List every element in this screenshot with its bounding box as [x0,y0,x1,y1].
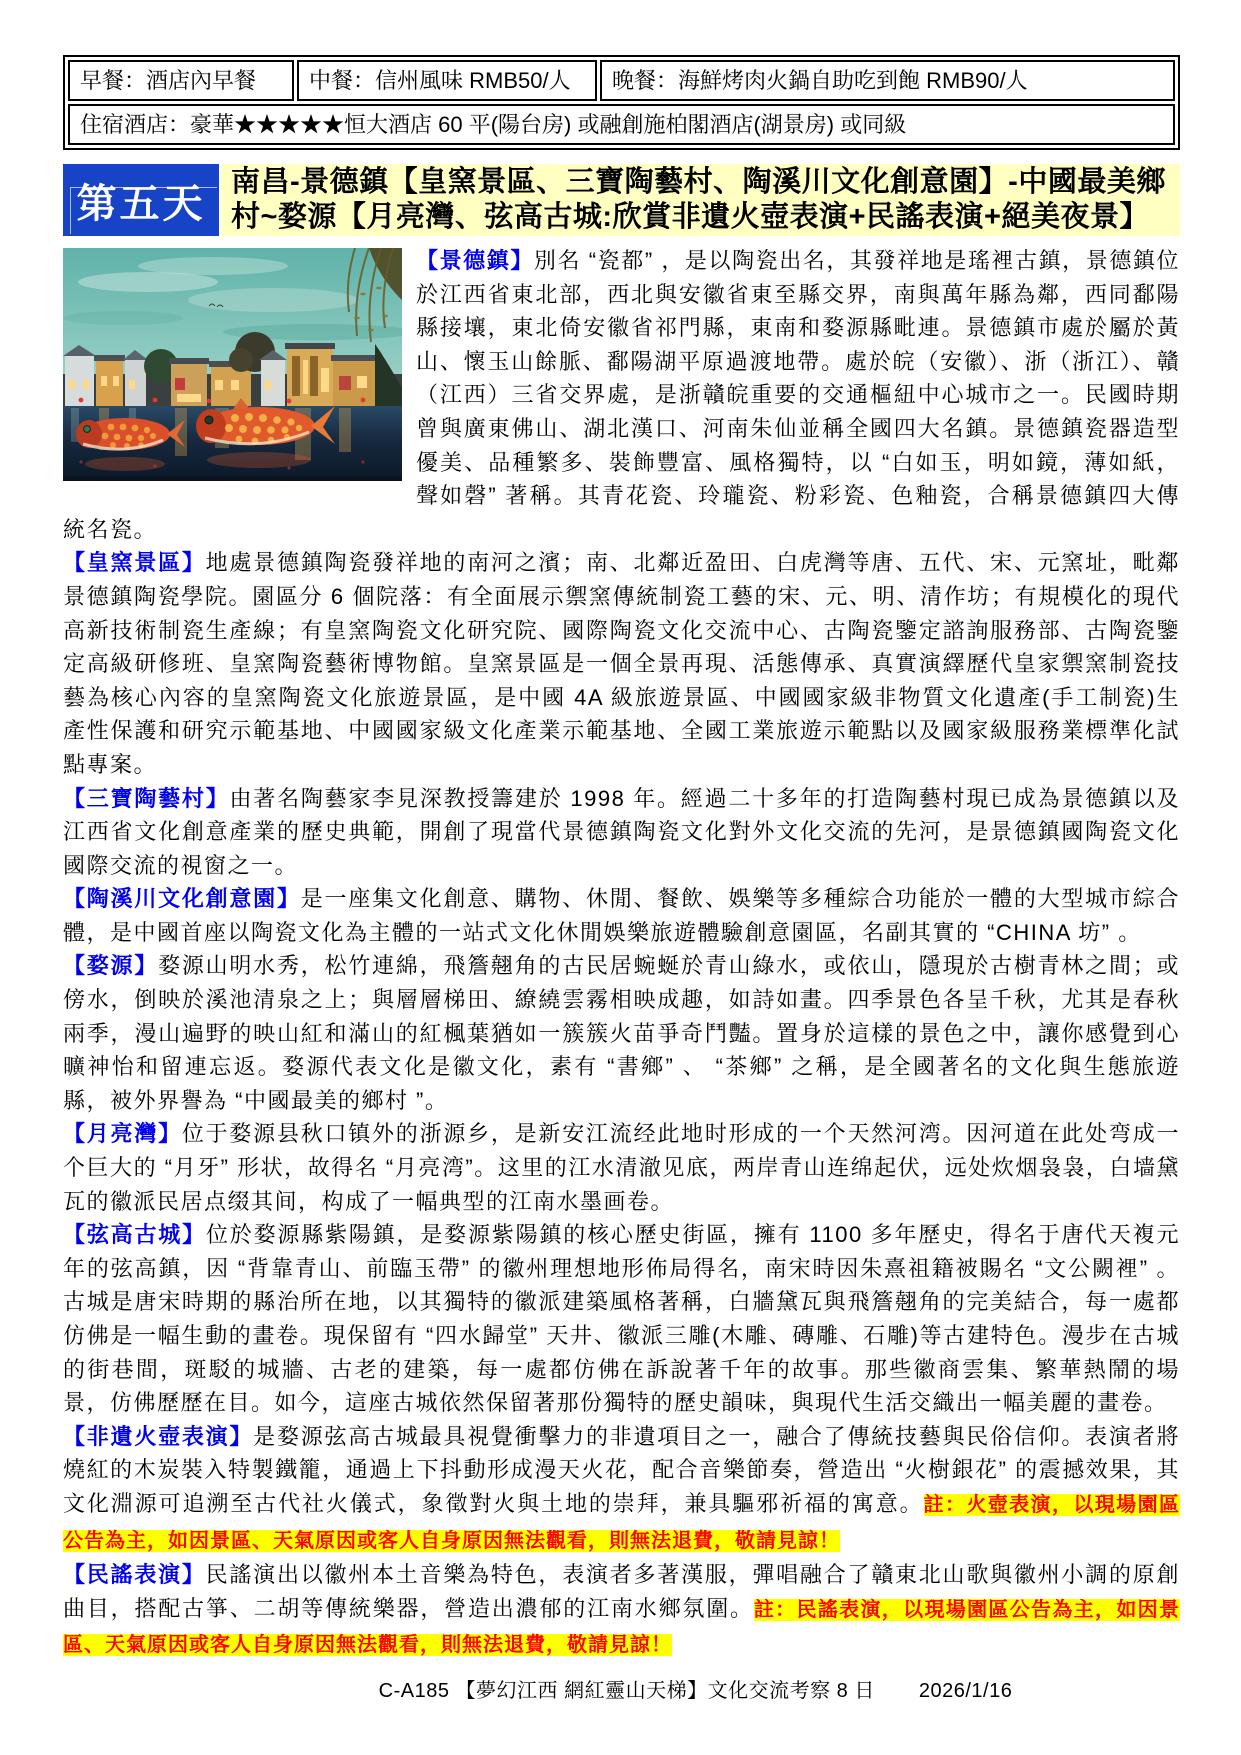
section-label: 【弦高古城】 [63,1222,206,1248]
hotel-cell: 住宿酒店：豪華★★★★★恒大酒店 60 平(陽台房) 或融創施柏閣酒店(湖景房) 或同級 [68,104,1175,145]
section-label: 【三寶陶藝村】 [63,785,230,811]
day-description [63,244,1180,1663]
day-number-label: 第五天 [63,164,219,236]
section-text: 婺源山明水秀，松竹連綿，飛簷翹角的古民居蜿蜒於青山綠水，或依山，隱現於古樹青林之間；或傍水，倒映於溪池清泉之上；與層層梯田、繚繞雲霧相映成趣，如詩如畫。四季景色各呈千秋，尤其是春秋兩季，漫山遍野的映山紅和滿山的紅楓葉猶如一簇簇火苗爭奇鬥豔。置身於這樣的景色之中，讓你感覺到心曠神怡和留連忘返。婺源代表文化是徽文化，素有 “書鄉” 、 “茶鄉” 之稱，是全國著名的文化與生態旅遊縣，被外界譽為 “中國最美的鄉村 ”。 [63,953,1180,1113]
section-text: 民謠演出以徽州本土音樂為特色，表演者多著漢服，彈唱融合了贛東北山歌與徽州小調的原創曲目，搭配古箏、二胡等傳統樂器，營造出濃郁的江南水鄉氛圍。 [63,1562,1180,1621]
day-title [221,164,1180,236]
section-label: 【皇窯景區】 [63,550,206,576]
meal-hotel-table [63,55,1180,150]
section-label: 【民謠表演】 [63,1562,206,1588]
refund-note: 註：民謠表演，以現場園區公告為主，如因景區、天氣原因或客人自身原因無法觀看，則無法退費，敬請見諒！ [63,1598,1180,1657]
paragraph-folk-song-performance [63,1558,1180,1663]
section-text: 由著名陶藝家李見深教授籌建於 1998 年。經過二十多年的打造陶藝村現已成為景德鎮以及江西省文化創意產業的歷史典範，開創了現當代景德鎮陶瓷文化對外文化交流的先河，是景德鎮國陶瓷文化國際交流的視窗之一。 [63,785,1180,878]
section-text: 是一座集文化創意、購物、休閒、餐飲、娛樂等多種綜合功能於一體的大型城市綜合體，是中國首座以陶瓷文化為主體的一站式文化休閒娛樂旅遊體驗創意園區，名副其實的 “CHINA 坊” 。 [63,886,1180,945]
paragraph-wuyuan [63,949,1180,1117]
section-label: 【婺源】 [63,953,159,979]
section-label: 【陶溪川文化創意園】 [63,886,301,912]
paragraph-sanbao-ceramic-village [63,782,1180,883]
day-header [63,164,1180,236]
paragraph-fire-pot-performance [63,1420,1180,1558]
paragraph-xiangao-ancient-town [63,1218,1180,1420]
section-text: 位於婺源縣紫陽鎮，是婺源紫陽鎮的核心歷史街區，擁有 1100 多年歷史，得名于唐代天複元年的弦高鎮，因 “背靠青山、前臨玉帶” 的徽州理想地形佈局得名，南宋時因朱熹祖籍被賜名 “文公闕裡” 。古城是唐宋時期的縣治所在地，以其獨特的徽派建築風格著稱，白牆黛瓦與飛簷翹角的完美結合，每一處都仿佛是一幅生動的畫卷。現保留有 “四水歸堂” 天井、徽派三雕(木雕、磚雕、石雕)等古建特色。漫步在古城的街巷間，斑駁的城牆、古老的建築，每一處都仿佛在訴說著千年的故事。那些徽商雲集、繁華熱鬧的場景，仿佛歷歷在目。如今，這座古城依然保留著那份獨特的歷史韻味，與現代生活交織出一幅美麗的畫卷。 [63,1222,1180,1416]
section-text: 別名 “瓷都” ，是以陶瓷出名，其發祥地是瑤裡古鎮，景德鎮位於江西省東北部，西北與安徽省東至縣交界，南與萬年縣為鄰，西同鄱陽縣接壤，東北倚安徽省祁門縣，東南和婺源縣毗連。景德鎮市處於屬於黃山、懷玉山餘脈、鄱陽湖平原過渡地帶。處於皖（安徽）、浙（浙江）、贛（江西）三省交界處，是浙贛皖重要的交通樞紐中心城市之一。民國時期曾與廣東佛山、湖北漢口、河南朱仙並稱全國四大名鎮。景德鎮瓷器造型優美、品種繁多、裝飾豐富、風格獨特，以 “白如玉，明如鏡，薄如紙，聲如磬” 著稱。其青花瓷、玲瓏瓷、粉彩瓷、色釉瓷，合稱景德鎮四大傳統名瓷。 [63,248,1180,542]
lunch-cell: 中餐：信州風味 RMB50/人 [297,60,597,101]
section-label: 【景德鎮】 [416,248,534,273]
page-footer [0,1674,1241,1703]
section-text: 位于婺源县秋口镇外的浙源乡，是新安江流经此地时形成的一个天然河湾。因河道在此处弯成一个巨大的 “月牙” 形状，故得名 “月亮湾”。这里的江水清澈见底，两岸青山连绵起伏，远处炊烟袅袅，白墙黛瓦的徽派民居点缀其间，构成了一幅典型的江南水墨画卷。 [63,1121,1180,1214]
day-title-text: 南昌-景德鎮【皇窯景區、三寶陶藝村、陶溪川文化創意園】-中國最美鄉村~婺源【月亮灣、弦高古城:欣賞非遺火壺表演+民謠表演+絕美夜景】 [231,166,1166,233]
section-label: 【非遺火壺表演】 [63,1423,254,1449]
meal-row [68,60,1175,101]
section-label: 【月亮灣】 [63,1121,182,1147]
hotel-row [68,104,1175,145]
paragraph-moon-bay [63,1117,1180,1218]
breakfast-cell: 早餐：酒店內早餐 [68,60,294,101]
footer-code-title: C-A185 【夢幻江西 網紅靈山天梯】文化交流考察 8 日 [378,1680,875,1702]
photo-illustration [63,248,402,481]
jingdezhen-night-photo [63,248,402,481]
refund-note: 註：火壺表演，以現場園區公告為主，如因景區、天氣原因或客人自身原因無法觀看，則無法退費，敬請見諒！ [63,1493,1180,1552]
section-text: 是婺源弦高古城最具視覺衝擊力的非遺項目之一，融合了傳統技藝與民俗信仰。表演者將燒紅的木炭裝入特製鐵籠，通過上下抖動形成漫天火花，配合音樂節奏，營造出 “火樹銀花” 的震撼效果，其文化淵源可追溯至古代社火儀式，象徵對火與土地的崇拜，兼具驅邪祈福的寓意。 [63,1423,1180,1516]
paragraph-huangyao-scenic-area [63,546,1180,781]
paragraph-taoxichuan-creative-park [63,882,1180,949]
footer-date: 2026/1/16 [918,1680,1013,1702]
section-text: 地處景德鎮陶瓷發祥地的南河之濱；南、北鄰近盈田、白虎灣等唐、五代、宋、元窯址，毗鄰景德鎮陶瓷學院。園區分 6 個院落：有全面展示禦窯傳統制瓷工藝的宋、元、明、清作坊；有規模化的現代高新技術制瓷生產線；有皇窯陶瓷文化研究院、國際陶瓷文化交流中心、古陶瓷鑒定諮詢服務部、古陶瓷鑒定高級研修班、皇窯陶瓷藝術博物館。皇窯景區是一個全景再現、活態傳承、真實演繹歷代皇家禦窯制瓷技藝為核心內容的皇窯陶瓷文化旅遊景區，是中國 4A 級旅遊景區、中國國家級非物質文化遺產(手工制瓷)生產性保護和研究示範基地、中國國家級文化產業示範基地、全國工業旅遊示範點以及國家級服務業標準化試點專案。 [63,550,1180,777]
dinner-cell: 晚餐：海鮮烤肉火鍋自助吃到飽 RMB90/人 [600,60,1175,101]
